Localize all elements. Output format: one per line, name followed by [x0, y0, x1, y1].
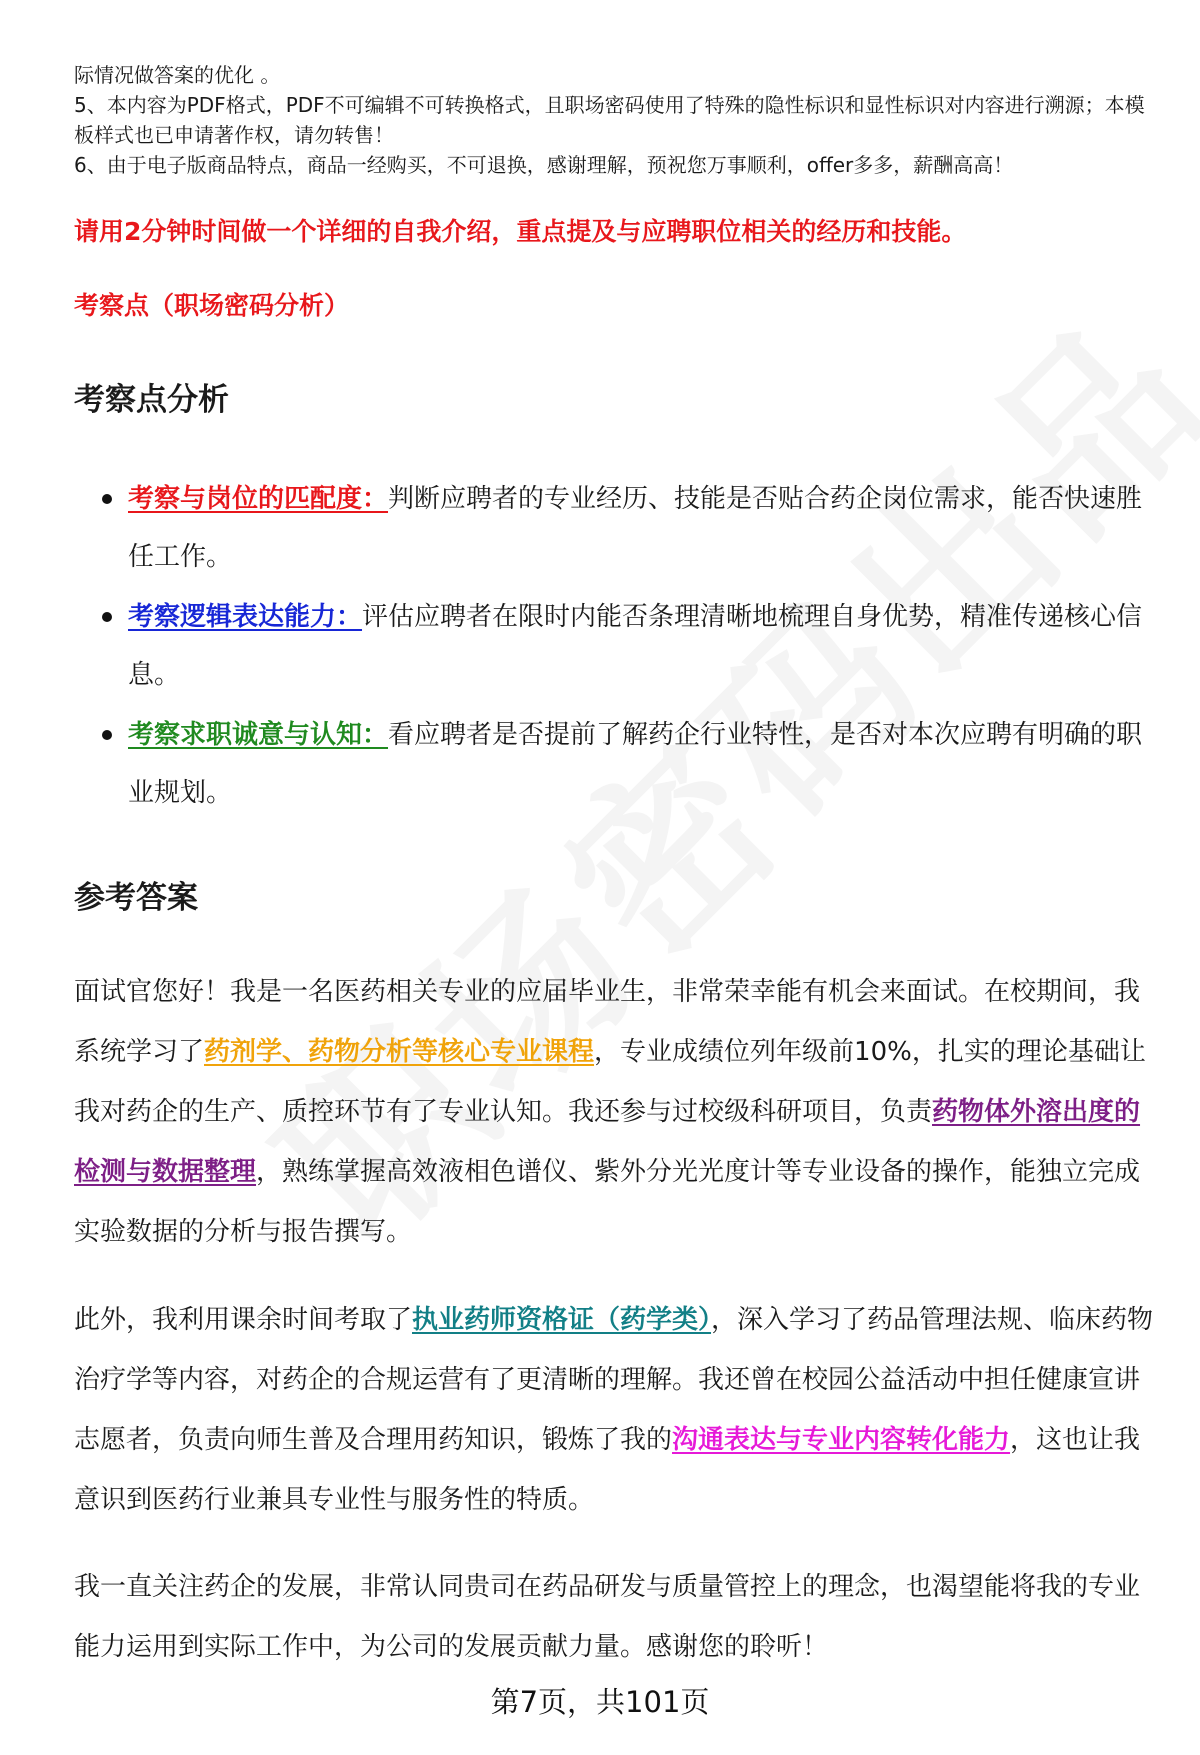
- bullet-icon: [102, 612, 112, 622]
- analysis-list: [74, 470, 1154, 824]
- answer-text: 此外，我利用课余时间考取了: [74, 1305, 413, 1335]
- point-text: 评估应聘者在限时内能否条理清晰地梳理自身优势，精准传递核心信息。: [128, 602, 1143, 690]
- answer-keyword: 执业药师资格证（药学类）: [412, 1305, 712, 1335]
- answer-heading: 参考答案: [74, 880, 198, 916]
- answer-keyword: 药剂学、药物分析等核心专业课程: [204, 1037, 595, 1067]
- answer-keyword: 药物体外溶出度的检测与数据整理: [74, 1097, 1141, 1187]
- analysis-point: [74, 588, 1154, 704]
- bullet-icon: [102, 494, 112, 504]
- answer-keyword: 沟通表达与专业内容转化能力: [672, 1425, 1011, 1455]
- answer-text: ，这也让我意识到医药行业兼具专业性与服务性的特质。: [74, 1425, 1141, 1515]
- answer-paragraph-1: [74, 962, 1154, 1262]
- point-text: 看应聘者是否提前了解药企行业特性，是否对本次应聘有明确的职业规划。: [128, 720, 1143, 808]
- answer-text: ，深入学习了药品管理法规、临床药物治疗学等内容，对药企的合规运营有了更清晰的理解。我还曾在校园公益活动中担任健康宣讲志愿者，负责向师生普及合理用药知识，锻炼了我的: [74, 1305, 1154, 1455]
- analysis-heading: 考察点分析: [74, 382, 229, 418]
- answer-text: ，专业成绩位列年级前10%，扎实的理论基础让我对药企的生产、质控环节有了专业认知。我还参与过校级科研项目，负责: [74, 1037, 1146, 1127]
- note-line: 6、由于电子版商品特点，商品一经购买，不可退换，感谢理解，预祝您万事顺利，offer多多，薪酬高高！: [74, 153, 1014, 177]
- answer-text: 面试官您好！我是一名医药相关专业的应届毕业生，非常荣幸能有机会来面试。在校期间，我系统学习了: [74, 977, 1141, 1067]
- analysis-point: [74, 706, 1154, 822]
- question-title: 请用2分钟时间做一个详细的自我介绍，重点提及与应聘职位相关的经历和技能。: [74, 217, 967, 246]
- analysis-point: [74, 470, 1154, 586]
- question-subtitle: 考察点（职场密码分析）: [74, 291, 350, 320]
- point-text: 判断应聘者的专业经历、技能是否贴合药企岗位需求，能否快速胜任工作。: [128, 484, 1143, 572]
- notes-block: [74, 60, 1154, 180]
- bullet-icon: [102, 730, 112, 740]
- point-keyword: 考察与岗位的匹配度：: [128, 484, 389, 514]
- note-line: 际情况做答案的优化 。: [74, 63, 281, 87]
- answer-paragraph-3: 我一直关注药企的发展，非常认同贵司在药品研发与质量管控上的理念，也渴望能将我的专业能力运用到实际工作中，为公司的发展贡献力量。感谢您的聆听！: [74, 1572, 1141, 1662]
- point-keyword: 考察求职诚意与认知：: [128, 720, 389, 750]
- point-keyword: 考察逻辑表达能力：: [128, 602, 363, 632]
- answer-paragraph-2: [74, 1290, 1154, 1530]
- answer-text: ，熟练掌握高效液相色谱仪、紫外分光光度计等专业设备的操作，能独立完成实验数据的分析与报告撰写。: [74, 1157, 1141, 1247]
- note-line: 5、本内容为PDF格式，PDF不可编辑不可转换格式，且职场密码使用了特殊的隐性标识和显性标识对内容进行溯源；本模板样式也已申请著作权，请勿转售！: [74, 93, 1145, 147]
- page-number: 第7页，共101页: [490, 1685, 710, 1719]
